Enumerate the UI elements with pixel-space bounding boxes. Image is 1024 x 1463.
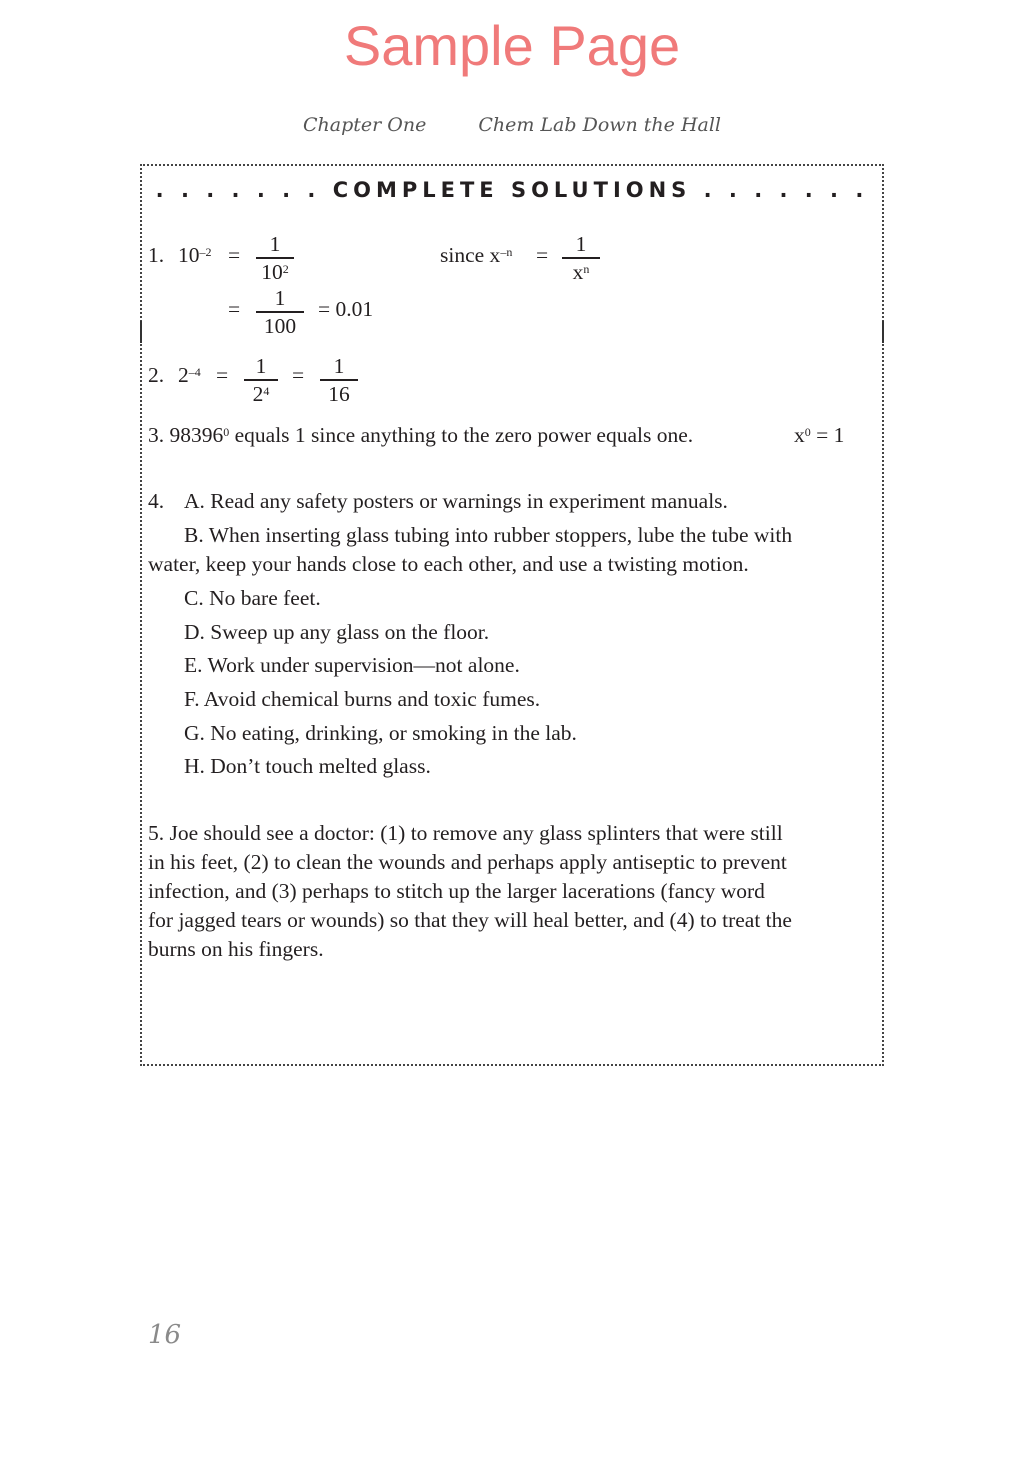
- den-base: 2: [252, 381, 264, 406]
- den-exponent: 2: [282, 261, 289, 276]
- problem-1-expression: [178, 242, 212, 268]
- fraction: [256, 232, 294, 284]
- equals-sign: =: [292, 363, 305, 387]
- den-base: 10: [261, 259, 283, 284]
- list-item: D. Sweep up any glass on the floor.: [184, 620, 490, 644]
- denominator: 16: [328, 381, 350, 406]
- problem-3-number: 3. 98396: [148, 423, 224, 447]
- den-base: x: [572, 259, 584, 284]
- problem-2-number: 2.: [148, 363, 165, 387]
- fraction-bar: [244, 379, 278, 381]
- rule-base: x: [794, 423, 805, 447]
- den-exponent: n: [583, 261, 590, 276]
- fraction-bar: [562, 257, 600, 259]
- numerator: 1: [269, 232, 281, 256]
- list-item: E. Work under supervision—not alone.: [184, 653, 520, 677]
- chapter-title: Chem Lab Down the Hall: [478, 114, 721, 136]
- equals-sign: =: [228, 243, 241, 267]
- list-item-continuation: water, keep your hands close to each other, and use a twisting motion.: [148, 552, 749, 576]
- list-item: G. No eating, drinking, or smoking in the lab.: [184, 721, 577, 745]
- exponent: –4: [188, 365, 201, 379]
- section-heading: . . . . . . . COMPLETE SOLUTIONS . . . . . . .: [155, 178, 869, 202]
- since-rule: [440, 242, 512, 268]
- fraction: [562, 232, 600, 284]
- problem-4-number: 4.: [148, 489, 165, 513]
- sample-page-watermark: Sample Page: [343, 14, 681, 77]
- problem-5-line: infection, and (3) perhaps to stitch up the larger lacerations (fancy word: [148, 879, 765, 903]
- problem-5-line: 5. Joe should see a doctor: (1) to remove any glass splinters that were still: [148, 821, 783, 845]
- denominator: [256, 260, 294, 284]
- solutions-box: [140, 164, 884, 1066]
- equals-sign: =: [536, 243, 549, 267]
- denominator: [562, 260, 600, 284]
- fraction-bar: [256, 257, 294, 259]
- result: = 0.01: [318, 297, 374, 321]
- exponent: 0: [223, 425, 230, 439]
- fraction: [320, 354, 358, 406]
- problem-5-line: for jagged tears or wounds) so that they will heal better, and (4) to treat the: [148, 908, 792, 932]
- problem-1-number: 1.: [148, 243, 165, 267]
- border-mark: [882, 321, 884, 343]
- numerator: 1: [274, 286, 286, 310]
- numerator: 1: [333, 354, 345, 378]
- rule-exponent: 0: [804, 425, 811, 439]
- fraction-bar: [320, 379, 358, 381]
- denominator: 100: [263, 313, 297, 338]
- list-item: F. Avoid chemical burns and toxic fumes.: [184, 687, 541, 711]
- chapter-label: Chapter One: [302, 114, 427, 136]
- numerator: 1: [575, 232, 587, 256]
- list-item: A. Read any safety posters or warnings in experiment manuals.: [184, 489, 728, 513]
- denominator: [244, 382, 278, 406]
- problem-5-line: in his feet, (2) to clean the wounds and perhaps apply antiseptic to prevent: [148, 850, 787, 874]
- den-exponent: 4: [263, 383, 270, 398]
- list-item: C. No bare feet.: [184, 586, 321, 610]
- zero-power-rule: [794, 422, 844, 448]
- page-number: 16: [148, 1320, 182, 1350]
- exponent: –2: [199, 245, 212, 259]
- equals-sign: =: [228, 297, 241, 321]
- problem-3: [148, 422, 693, 448]
- running-head: [0, 112, 1024, 138]
- base: 10: [178, 243, 200, 267]
- since-text: since x: [440, 243, 501, 267]
- list-item: B. When inserting glass tubing into rubber stoppers, lube the tube with: [184, 523, 793, 547]
- base: 2: [178, 363, 189, 387]
- problem-5-line: burns on his fingers.: [148, 937, 324, 961]
- since-exponent: –n: [500, 245, 513, 259]
- list-item: H. Don’t touch melted glass.: [184, 754, 431, 778]
- rule-rest: = 1: [810, 423, 845, 447]
- equals-sign: =: [216, 363, 229, 387]
- problem-2-expression: [178, 362, 201, 388]
- problem-3-text: equals 1 since anything to the zero power equals one.: [229, 423, 694, 447]
- border-mark: [140, 321, 142, 343]
- fraction: [244, 354, 278, 406]
- fraction-bar: [256, 311, 304, 313]
- numerator: 1: [255, 354, 267, 378]
- fraction: [256, 286, 304, 338]
